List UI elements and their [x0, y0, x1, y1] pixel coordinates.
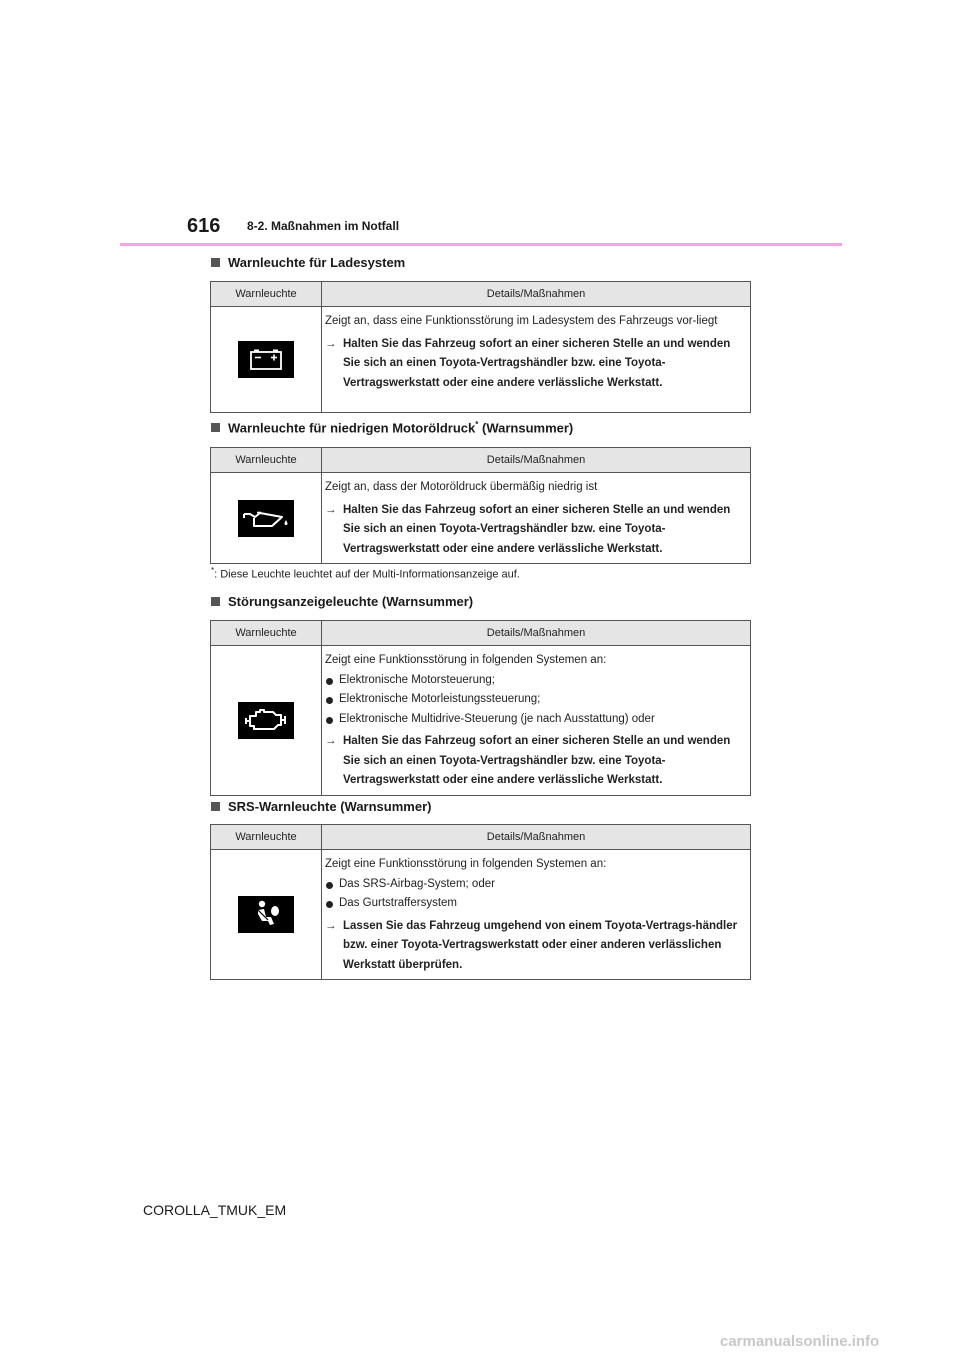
- table-cell-details: [322, 473, 751, 564]
- column-header-warnleuchte: Warnleuchte: [211, 448, 322, 473]
- bullet-dot-icon: [326, 901, 333, 908]
- table-cell-icon: [211, 473, 322, 564]
- list-item: Elektronische Motorleistungssteuerung;: [325, 690, 746, 710]
- square-bullet-icon: [211, 597, 220, 606]
- action-instruction: → Halten Sie das Fahrzeug sofort an einer sicheren Stelle an und wenden Sie sich an einen Toyota-Vertragshändler bzw. eine Toyota-Vertragswerkstatt oder eine andere verlässliche Werkstatt.: [325, 501, 746, 560]
- warning-table-srs: [210, 824, 751, 980]
- list-item: Elektronische Motorsteuerung;: [325, 671, 746, 691]
- list-item: Das Gurtstraffersystem: [325, 894, 746, 914]
- section-title-oil-pressure: Warnleuchte für niedrigen Motoröldruck* (Warnsummer): [211, 420, 573, 435]
- column-header-details: Details/Maßnahmen: [322, 448, 751, 473]
- footnote-marker: *: [475, 420, 479, 429]
- table-cell-icon: [211, 850, 322, 980]
- chapter-title: 8-2. Maßnahmen im Notfall: [247, 219, 400, 233]
- column-header-warnleuchte: Warnleuchte: [211, 825, 322, 850]
- bullet-dot-icon: [326, 882, 333, 889]
- header-divider: [120, 243, 842, 246]
- arrow-icon: →: [325, 735, 337, 747]
- arrow-icon: →: [325, 337, 337, 350]
- check-engine-icon: [238, 702, 294, 739]
- column-header-warnleuchte: Warnleuchte: [211, 282, 322, 307]
- oil-pressure-warning-icon: [238, 500, 294, 537]
- warning-table-charging: [210, 281, 751, 413]
- warning-table-oil-pressure: [210, 447, 751, 564]
- description-text: Zeigt an, dass eine Funktionsstörung im Ladesystem des Fahrzeugs vor-liegt: [325, 315, 718, 327]
- page-number: 616: [187, 215, 221, 237]
- square-bullet-icon: [211, 423, 220, 432]
- bullet-dot-icon: [326, 678, 333, 685]
- watermark: carmanualsonline.info: [720, 1333, 880, 1350]
- square-bullet-icon: [211, 802, 220, 811]
- bullet-dot-icon: [326, 717, 333, 724]
- arrow-icon: →: [325, 919, 337, 932]
- list-item: Elektronische Multidrive-Steuerung (je nach Ausstattung) oder: [325, 710, 746, 730]
- description-text: Zeigt an, dass der Motoröldruck übermäßig niedrig ist: [325, 481, 598, 493]
- battery-warning-icon: [238, 341, 294, 378]
- table-cell-icon: [211, 646, 322, 796]
- section-title-srs: SRS-Warnleuchte (Warnsummer): [211, 799, 431, 814]
- arrow-icon: →: [325, 503, 337, 516]
- column-header-details: Details/Maßnahmen: [322, 621, 751, 646]
- warning-table-malfunction: [210, 620, 751, 796]
- description-text: Zeigt eine Funktionsstörung in folgenden Systemen an:: [325, 858, 607, 870]
- list-item: Das SRS-Airbag-System; oder: [325, 875, 746, 895]
- section-title-charging: Warnleuchte für Ladesystem: [211, 255, 405, 270]
- column-header-warnleuchte: Warnleuchte: [211, 621, 322, 646]
- action-instruction: → Halten Sie das Fahrzeug sofort an einer sicheren Stelle an und wenden Sie sich an einen Toyota-Vertragshändler bzw. eine Toyota-Vertragswerkstatt oder eine andere verlässliche Werkstatt.: [325, 732, 746, 791]
- table-cell-details: [322, 646, 751, 796]
- column-header-details: Details/Maßnahmen: [322, 825, 751, 850]
- model-code: COROLLA_TMUK_EM: [143, 1202, 287, 1218]
- column-header-details: Details/Maßnahmen: [322, 282, 751, 307]
- table-cell-details: [322, 850, 751, 980]
- table-cell-icon: [211, 307, 322, 413]
- footnote: *: Diese Leuchte leuchtet auf der Multi-Informationsanzeige auf.: [211, 566, 520, 581]
- square-bullet-icon: [211, 258, 220, 267]
- table-cell-details: [322, 307, 751, 413]
- section-title-malfunction: Störungsanzeigeleuchte (Warnsummer): [211, 594, 473, 609]
- bullet-dot-icon: [326, 697, 333, 704]
- description-text: Zeigt eine Funktionsstörung in folgenden Systemen an:: [325, 654, 607, 666]
- srs-airbag-icon: [238, 896, 294, 933]
- footnote-marker: *: [211, 566, 215, 575]
- action-instruction: → Lassen Sie das Fahrzeug umgehend von einem Toyota-Vertrags-händler bzw. einer Toyota-Vertragswerkstatt oder einer anderen verlässlichen Werkstatt überprüfen.: [325, 917, 746, 976]
- action-instruction: → Halten Sie das Fahrzeug sofort an einer sicheren Stelle an und wenden Sie sich an einen Toyota-Vertragshändler bzw. eine Toyota-Vertragswerkstatt oder eine andere verlässliche Werkstatt.: [325, 335, 746, 394]
